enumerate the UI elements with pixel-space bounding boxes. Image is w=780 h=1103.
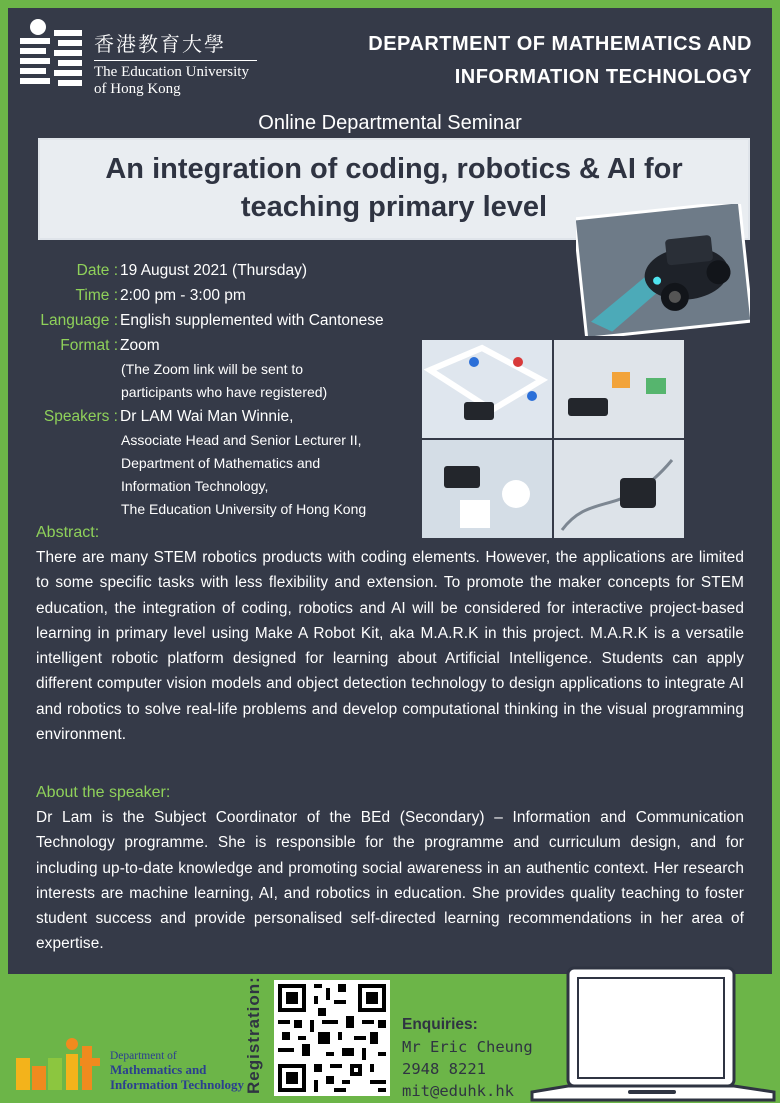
about-text: Dr Lam is the Subject Coordinator of the BEd (Secondary) – Information and Communication Technology programme. She is responsible for the programme and curriculum design, and for including up-to-date knowledge and promoting social awareness in an authentic context. Her research interests are machine learning, AI, and robotics in education. She provides quality teaching to foster student success and provide personalised self-directed learning recommendations in her area of expertise. — [36, 809, 744, 953]
enquiries-heading: Enquiries: — [402, 1016, 478, 1033]
format-label: Format : — [60, 337, 118, 354]
format-row — [18, 333, 384, 358]
speaker-title-2: Department of Mathematics and — [121, 455, 321, 471]
abstract-text: There are many STEM robotics products with coding elements. However, the applications are limited to some specific tasks with less flexibility and extension. To promote the maker concepts for STEM education, the integration of coding, robotics and AI will be considered for interactive project-based learning in primary level using Make A Robot Kit, aka M.A.R.K in this project. M.A.R.K is a versatile intelligent robotic platform designed for learning about Artificial Intelligence. Students can apply different computer vision models and object detection technology to design applications to integrate AI and robotics to solve real-life problems and develop computational thinking in the visual programming environment. — [36, 549, 744, 744]
seminar-title-line-2: teaching primary level — [240, 191, 548, 223]
university-name-cn: 香港教育大學 — [94, 28, 257, 61]
language-row — [18, 308, 384, 333]
mit-department-logo — [14, 1036, 106, 1092]
department-heading — [368, 28, 752, 94]
contact-email[interactable]: mit@eduhk.hk — [402, 1082, 514, 1100]
format-note-2: participants who have registered) — [121, 384, 328, 400]
mit-line-1: Department of — [110, 1050, 177, 1062]
mit-line-2: Mathematics and — [110, 1062, 207, 1077]
abstract-heading: Abstract: — [36, 524, 100, 541]
format-value: Zoom — [120, 337, 160, 354]
robot-activities-image — [422, 340, 684, 538]
date-row — [18, 258, 384, 283]
date-value: 19 August 2021 (Thursday) — [120, 262, 307, 279]
format-note-1: (The Zoom link will be sent to — [121, 361, 304, 377]
robot-car-image — [576, 204, 750, 336]
seminar-title-line-1: An integration of coding, robotics & AI for — [105, 153, 683, 185]
university-name-en-1: The Education University — [94, 64, 249, 80]
enquiries-block — [402, 1013, 533, 1102]
contact-name: Mr Eric Cheung — [402, 1038, 533, 1056]
language-label: Language : — [40, 312, 118, 329]
speakers-label: Speakers : — [43, 408, 118, 425]
mit-department-name — [110, 1050, 244, 1093]
time-label: Time : — [75, 287, 118, 304]
department-line-1: DEPARTMENT OF MATHEMATICS AND — [368, 33, 752, 55]
event-details — [18, 258, 384, 521]
time-value: 2:00 pm - 3:00 pm — [120, 287, 246, 304]
time-row — [18, 283, 384, 308]
department-line-2: INFORMATION TECHNOLOGY — [454, 66, 752, 88]
laptop-illustration — [528, 966, 780, 1103]
university-name-en-2: of Hong Kong — [94, 81, 181, 97]
language-value: English supplemented with Cantonese — [120, 312, 384, 329]
registration-qr-code[interactable] — [274, 980, 390, 1096]
speakers-row — [18, 404, 384, 429]
seminar-subtitle: Online Departmental Seminar — [258, 112, 522, 134]
eduhk-logo — [20, 18, 84, 92]
speaker-title-4: The Education University of Hong Kong — [121, 501, 367, 517]
university-name — [94, 28, 257, 98]
about-heading: About the speaker: — [36, 784, 171, 801]
registration-label: Registration: — [244, 976, 263, 1094]
date-label: Date : — [76, 262, 118, 279]
mit-line-3: Information Technology — [110, 1077, 244, 1092]
speaker-title-3: Information Technology, — [121, 478, 269, 494]
speaker-name: Dr LAM Wai Man Winnie, — [120, 408, 294, 425]
contact-phone: 2948 8221 — [402, 1060, 486, 1078]
speaker-title-1: Associate Head and Senior Lecturer II, — [121, 432, 362, 448]
